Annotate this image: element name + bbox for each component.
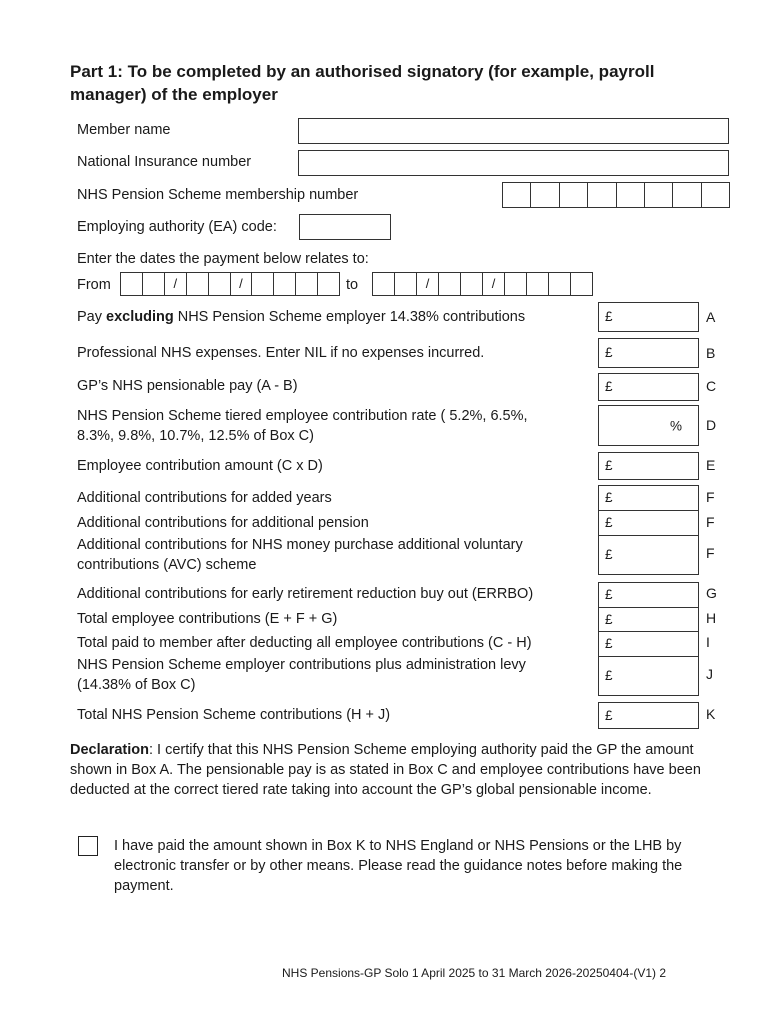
box-e-input[interactable] (598, 452, 699, 480)
payment-checkbox[interactable] (78, 836, 98, 856)
percent-sign: % (669, 418, 682, 433)
date-separator: / (231, 273, 253, 295)
box-d-letter: D (706, 417, 717, 433)
box-g-input[interactable] (598, 582, 699, 608)
membership-number-input[interactable] (502, 182, 730, 208)
part-title: Part 1: To be completed by an authorised signatory (for example, payroll manager) of the employer (70, 62, 655, 104)
from-label: From (77, 277, 111, 293)
box-f1-letter: F (706, 489, 715, 505)
box-f3-letter: F (706, 545, 715, 561)
box-j-input[interactable] (598, 656, 699, 696)
box-f1-label: Additional contributions for added years (77, 490, 332, 506)
box-j-label-2: (14.38% of Box C) (77, 677, 196, 693)
box-c-letter: C (706, 378, 717, 394)
box-k-letter: K (706, 706, 716, 722)
ea-code-input[interactable] (299, 214, 391, 240)
date-separator: / (417, 273, 439, 295)
box-g-letter: G (706, 585, 717, 601)
date-separator: / (165, 273, 187, 295)
box-a-letter: A (706, 309, 716, 325)
pound-sign: £ (605, 611, 613, 627)
pound-sign: £ (605, 707, 613, 723)
box-f2-letter: F (706, 514, 715, 530)
pound-sign: £ (605, 635, 613, 651)
from-date-input[interactable] (120, 272, 340, 296)
box-a-label (77, 307, 525, 327)
page-footer: NHS Pensions-GP Solo 1 April 2025 to 31 March 2026-20250404-(V1) 2 (282, 966, 667, 980)
to-date-input[interactable] (372, 272, 593, 296)
box-k-input[interactable] (598, 702, 699, 729)
box-h-input[interactable] (598, 607, 699, 633)
box-c-input[interactable] (598, 373, 699, 401)
pound-sign: £ (605, 344, 613, 360)
box-f1-input[interactable] (598, 485, 699, 511)
pound-sign: £ (605, 378, 613, 394)
pound-sign: £ (605, 308, 613, 324)
box-f3-label-1: Additional contributions for NHS money purchase additional voluntary (77, 537, 523, 553)
box-f3-input[interactable] (598, 535, 699, 575)
box-a-label-bold: excluding (106, 309, 174, 325)
box-a-input[interactable] (598, 302, 699, 332)
pound-sign: £ (605, 457, 613, 473)
ea-code-label: Employing authority (EA) code: (77, 219, 277, 235)
box-i-label: Total paid to member after deducting all employee contributions (C - H) (77, 635, 532, 651)
dates-intro: Enter the dates the payment below relates to: (77, 251, 369, 267)
box-b-input[interactable] (598, 338, 699, 368)
box-j-letter: J (706, 666, 713, 682)
box-k-label: Total NHS Pension Scheme contributions (H + J) (77, 707, 391, 723)
declaration-text: : I certify that this NHS Pension Scheme employing authority paid the GP the amount shown in Box A. The pensionable pay is as stated in Box C and employee contributions have been deducted at the correct tiered rate taking into account the GP’s global pensionable income. (70, 742, 701, 798)
ni-number-label: National Insurance number (77, 154, 252, 170)
pound-sign: £ (605, 514, 613, 530)
date-separator: / (483, 273, 505, 295)
box-g-label: Additional contributions for early retirement reduction buy out (ERRBO) (77, 586, 534, 602)
member-name-label: Member name (77, 122, 171, 138)
box-b-label: Professional NHS expenses. Enter NIL if no expenses incurred. (77, 345, 485, 361)
box-e-letter: E (706, 457, 716, 473)
box-d-label-2: 8.3%, 9.8%, 10.7%, 12.5% of Box C) (77, 428, 314, 444)
payment-checkbox-label: I have paid the amount shown in Box K to NHS England or NHS Pensions or the LHB by electronic transfer or by other means. Please read the guidance notes before making the payment. (114, 838, 683, 894)
box-c-label: GP’s NHS pensionable pay (A - B) (77, 378, 298, 394)
to-label: to (346, 277, 359, 293)
box-d-input[interactable] (598, 405, 699, 446)
box-i-letter: I (706, 634, 710, 650)
pound-sign: £ (605, 546, 613, 562)
ni-number-input[interactable] (298, 150, 729, 176)
box-b-letter: B (706, 345, 716, 361)
box-e-label: Employee contribution amount (C x D) (77, 458, 323, 474)
pound-sign: £ (605, 489, 613, 505)
pound-sign: £ (605, 586, 613, 602)
box-a-label-pre: Pay (77, 309, 107, 325)
box-j-label-1: NHS Pension Scheme employer contributions plus administration levy (77, 657, 526, 673)
box-f2-label: Additional contributions for additional pension (77, 515, 369, 531)
box-f2-input[interactable] (598, 510, 699, 536)
box-f3-label-2: contributions (AVC) scheme (77, 557, 257, 573)
box-a-label-post: NHS Pension Scheme employer 14.38% contributions (173, 309, 526, 325)
pound-sign: £ (605, 667, 613, 683)
box-d-label-1: NHS Pension Scheme tiered employee contribution rate ( 5.2%, 6.5%, (77, 408, 528, 424)
box-i-input[interactable] (598, 631, 699, 657)
declaration-heading: Declaration (70, 742, 149, 758)
declaration (70, 740, 710, 800)
member-name-input[interactable] (298, 118, 729, 144)
membership-number-label: NHS Pension Scheme membership number (77, 187, 359, 203)
box-h-letter: H (706, 610, 717, 626)
box-h-label: Total employee contributions (E + F + G) (77, 611, 338, 627)
